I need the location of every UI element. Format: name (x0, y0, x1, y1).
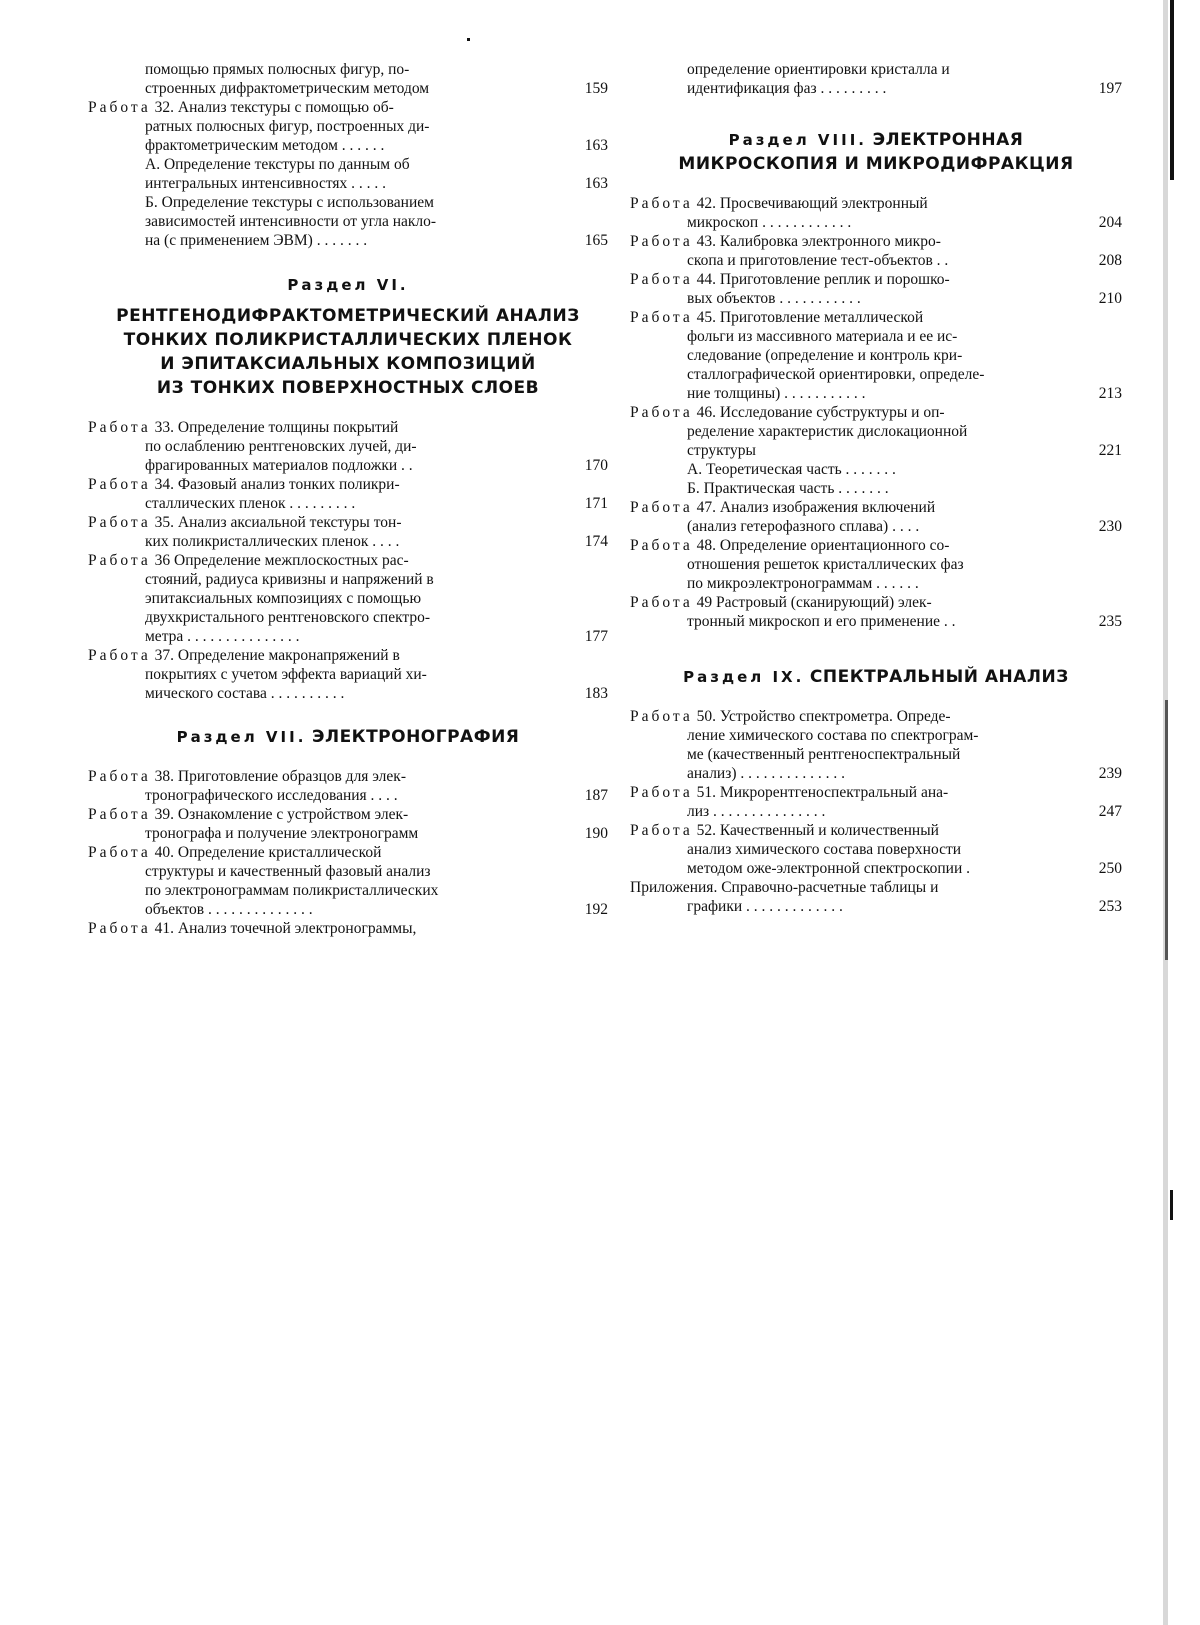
toc-entry (630, 707, 1122, 783)
toc-entry-line: фрагированных материалов подложки . . (145, 457, 413, 474)
page-number: 213 (1098, 385, 1122, 402)
page-number: 190 (584, 825, 608, 842)
section-heading-vi (88, 276, 608, 400)
work-label: Работа (630, 708, 693, 725)
toc-entry-line: вых объектов . . . . . . . . . . . (687, 290, 861, 307)
section-label: Раздел VII. (176, 728, 307, 746)
toc-entry-line: (анализ гетерофазного сплава) . . . . (687, 518, 920, 535)
work-label: Работа (88, 99, 151, 116)
toc-entry-line: стояний, радиуса кривизны и напряжений в (145, 571, 434, 588)
toc-entry (630, 460, 1122, 479)
page-number: 197 (1098, 80, 1122, 97)
toc-entry-line: Работа 48. Определение ориентационного со- (630, 537, 950, 554)
toc-entry-line: покрытиях с учетом эффекта вариаций хи- (145, 666, 427, 683)
toc-entry-line: графики . . . . . . . . . . . . . (687, 898, 843, 915)
toc-entry-line: скопа и приготовление тест-объектов . . (687, 252, 949, 269)
page-number: 210 (1098, 290, 1122, 307)
toc-entry (88, 418, 608, 475)
toc-entry (88, 513, 608, 551)
page-number: 247 (1098, 803, 1122, 820)
work-label: Работа (630, 537, 693, 554)
toc-entry (630, 270, 1122, 308)
toc-entry (88, 193, 608, 250)
toc-entry (630, 479, 1122, 498)
toc-entry-line: мического состава . . . . . . . . . . (145, 685, 345, 702)
work-label: Работа (630, 594, 693, 611)
section-title-line: МИКРОСКОПИЯ И МИКРОДИФРАКЦИЯ (678, 154, 1074, 174)
section-title-line: ЭЛЕКТРОНОГРАФИЯ (311, 727, 520, 747)
toc-entry-line: сталлографической ориентировки, определе- (687, 366, 985, 383)
toc-entry-line: по электронограммам поликристаллических (145, 882, 439, 899)
toc-entry-line: по ослаблению рентгеновских лучей, ди- (145, 438, 417, 455)
work-label: Работа (88, 768, 151, 785)
page-number: 159 (584, 80, 608, 97)
toc-entry-line: Работа 46. Исследование субструктуры и оп- (630, 404, 945, 421)
page-number: 163 (584, 137, 608, 154)
toc-entry-line: эпитаксиальных композициях с помощью (145, 590, 422, 607)
toc-entry (630, 232, 1122, 270)
toc-entry-line: ратных полюсных фигур, построенных ди- (145, 118, 430, 135)
work-label: Работа (630, 271, 693, 288)
page-number: 204 (1098, 214, 1122, 231)
section-title (312, 727, 519, 747)
toc-entry-line: ние толщины) . . . . . . . . . . . (687, 385, 866, 402)
toc-right-column (630, 60, 1122, 916)
work-label: Работа (88, 552, 151, 569)
section-title-line: ЭЛЕКТРОННАЯ (872, 130, 1024, 150)
toc-entry-line: анализ) . . . . . . . . . . . . . . (687, 765, 846, 782)
toc-entry-line: Работа 32. Анализ текстуры с помощью об- (88, 99, 394, 116)
section-label: Раздел VI. (287, 276, 409, 294)
scan-edge-mark (1170, 0, 1174, 180)
toc-entry-line: Работа 36 Определение межплоскостных рас- (88, 552, 409, 569)
section-label: Раздел IX. (683, 668, 805, 686)
toc-entry-line: тронный микроскоп и его применение . . (687, 613, 956, 630)
section-title (810, 667, 1069, 687)
section-title-line: СПЕКТРАЛЬНЫЙ АНАЛИЗ (809, 667, 1069, 687)
toc-entry-line: двухкристального рентгеновского спектро- (145, 609, 431, 626)
toc-entry-line: следование (определение и контроль кри- (687, 347, 963, 364)
work-label: Работа (88, 647, 151, 664)
toc-entry (630, 536, 1122, 593)
toc-entry (88, 98, 608, 155)
toc-entry-line: Работа 44. Приготовление реплик и порошко- (630, 271, 950, 288)
toc-entry-line: микроскоп . . . . . . . . . . . . (687, 214, 852, 231)
toc-entry-line: анализ химического состава поверхности (687, 841, 962, 858)
page-number: 235 (1098, 613, 1122, 630)
section-heading-ix (630, 665, 1122, 689)
toc-entry-line: идентификация фаз . . . . . . . . . (687, 80, 887, 97)
work-label: Работа (630, 499, 693, 516)
toc-entry-line: А. Теоретическая часть . . . . . . . (687, 461, 896, 478)
toc-entry-line: Б. Практическая часть . . . . . . . (687, 480, 889, 497)
toc-entries-group (630, 60, 1122, 98)
section-title-line: ТОНКИХ ПОЛИКРИСТАЛЛИЧЕСКИХ ПЛЕНОК (123, 330, 573, 350)
section-heading-vii (88, 725, 608, 749)
work-label: Работа (88, 920, 151, 937)
section-title-line: РЕНТГЕНОДИФРАКТОМЕТРИЧЕСКИЙ АНАЛИЗ (116, 306, 580, 326)
section-title (88, 304, 608, 400)
work-label: Работа (630, 784, 693, 801)
toc-entry-line: Работа 43. Калибровка электронного микро- (630, 233, 941, 250)
toc-entry (88, 767, 608, 805)
page-number: 192 (584, 901, 608, 918)
toc-entry (88, 60, 608, 98)
toc-entry-line: Работа 45. Приготовление металлической (630, 309, 924, 326)
toc-entry-line: ме (качественный рентгеноспектральный (687, 746, 961, 763)
toc-entry-line: Работа 47. Анализ изображения включений (630, 499, 936, 516)
toc-entry-line: структуры и качественный фазовый анализ (145, 863, 431, 880)
toc-entry (88, 551, 608, 646)
toc-entry-line: Б. Определение текстуры с использованием (145, 194, 434, 211)
toc-entries-group (88, 418, 608, 703)
toc-entry-line: Работа 49 Растровый (сканирующий) элек- (630, 594, 932, 611)
page-number: 183 (584, 685, 608, 702)
section-title-line: И ЭПИТАКСИАЛЬНЫХ КОМПОЗИЦИЙ (160, 354, 536, 374)
toc-entry-line: Приложения. Справочно-расчетные таблицы и (630, 879, 939, 896)
toc-entry-line: ределение характеристик дислокационной (687, 423, 968, 440)
work-label: Работа (88, 419, 151, 436)
section-label: Раздел VIII. (728, 131, 867, 149)
toc-entry-line: Работа 50. Устройство спектрометра. Опреде- (630, 708, 951, 725)
work-label: Работа (630, 822, 693, 839)
toc-entry-line: Работа 51. Микрорентгеноспектральный ана- (630, 784, 949, 801)
toc-entries-group (88, 767, 608, 938)
toc-entry (630, 194, 1122, 232)
toc-entry (630, 821, 1122, 878)
page-number: 174 (584, 533, 608, 550)
toc-entry-line: зависимостей интенсивности от угла накло- (145, 213, 437, 230)
page-number: 208 (1098, 252, 1122, 269)
work-label: Работа (88, 514, 151, 531)
scan-edge-mark (467, 38, 470, 41)
toc-entries-group (630, 194, 1122, 631)
toc-entries-group (88, 60, 608, 250)
toc-entry (88, 805, 608, 843)
toc-entry (88, 843, 608, 919)
toc-entry-line: фольги из массивного материала и ее ис- (687, 328, 958, 345)
page-number: 221 (1098, 442, 1122, 459)
work-label: Работа (630, 404, 693, 421)
toc-entry-line: Работа 37. Определение макронапряжений в (88, 647, 400, 664)
toc-entry-line: ление химического состава по спектрограм- (687, 727, 979, 744)
toc-entry (630, 593, 1122, 631)
page-number: 253 (1098, 898, 1122, 915)
toc-entry (630, 403, 1122, 460)
toc-entry-line: Работа 34. Фазовый анализ тонких поликри- (88, 476, 400, 493)
toc-entry-line: Работа 39. Ознакомление с устройством элек- (88, 806, 409, 823)
toc-entry (88, 475, 608, 513)
toc-left-column (88, 60, 608, 938)
toc-entry-line: объектов . . . . . . . . . . . . . . (145, 901, 313, 918)
toc-entry-line: тронографического исследования . . . . (145, 787, 398, 804)
toc-entry-line: помощью прямых полюсных фигур, по- (145, 61, 410, 78)
work-label: Работа (630, 309, 693, 326)
toc-entry-line: ких поликристаллических пленок . . . . (145, 533, 400, 550)
toc-entry-line: отношения решеток кристаллических фаз (687, 556, 964, 573)
toc-entry-line: интегральных интенсивностях . . . . . (145, 175, 387, 192)
toc-entry-line: фрактометрическим методом . . . . . . (145, 137, 385, 154)
toc-entry-line: лиз . . . . . . . . . . . . . . . (687, 803, 826, 820)
toc-entry-line: по микроэлектронограммам . . . . . . (687, 575, 919, 592)
work-label: Работа (88, 476, 151, 493)
toc-entry-line: Работа 42. Просвечивающий электронный (630, 195, 928, 212)
toc-entry-line: Работа 35. Анализ аксиальной текстуры тон- (88, 514, 402, 531)
toc-entry-line: тронографа и получение электронограмм (145, 825, 419, 842)
toc-entry (630, 878, 1122, 916)
toc-entry-line: определение ориентировки кристалла и (687, 61, 950, 78)
toc-entry-line: Работа 52. Качественный и количественный (630, 822, 939, 839)
work-label: Работа (88, 844, 151, 861)
page-number: 239 (1098, 765, 1122, 782)
scan-edge-mark (1165, 700, 1168, 960)
work-label: Работа (88, 806, 151, 823)
page-number: 250 (1098, 860, 1122, 877)
toc-entry (630, 60, 1122, 98)
toc-entry-line: Работа 33. Определение толщины покрытий (88, 419, 399, 436)
toc-entries-group (630, 707, 1122, 916)
toc-entry-line: методом оже-электронной спектроскопии . (687, 860, 971, 877)
page-number: 171 (584, 495, 608, 512)
page-number: 165 (584, 232, 608, 249)
section-heading-viii (630, 128, 1122, 176)
toc-entry-line: на (с применением ЭВМ) . . . . . . . (145, 232, 368, 249)
page-number: 163 (584, 175, 608, 192)
scan-edge-mark (1170, 1190, 1173, 1220)
toc-entry-line: А. Определение текстуры по данным об (145, 156, 410, 173)
toc-entry (88, 646, 608, 703)
toc-entry-line: Работа 41. Анализ точечной электронограммы, (88, 920, 417, 937)
toc-entry-line: Работа 40. Определение кристаллической (88, 844, 382, 861)
page-number: 177 (584, 628, 608, 645)
page-number: 187 (584, 787, 608, 804)
toc-entry-line: метра . . . . . . . . . . . . . . . (145, 628, 300, 645)
page-number: 170 (584, 457, 608, 474)
toc-entry (88, 155, 608, 193)
page-number: 230 (1098, 518, 1122, 535)
toc-entry-line: сталлических пленок . . . . . . . . . (145, 495, 356, 512)
toc-entry-line: Работа 38. Приготовление образцов для элек- (88, 768, 406, 785)
toc-entry-line: строенных дифрактометрическим методом (145, 80, 430, 97)
toc-entry (88, 919, 608, 938)
toc-entry (630, 308, 1122, 403)
work-label: Работа (630, 233, 693, 250)
toc-entry (630, 498, 1122, 536)
section-title-line: ИЗ ТОНКИХ ПОВЕРХНОСТНЫХ СЛОЕВ (156, 378, 540, 398)
work-label: Работа (630, 195, 693, 212)
toc-entry (630, 783, 1122, 821)
toc-entry-line: структуры (687, 442, 756, 459)
